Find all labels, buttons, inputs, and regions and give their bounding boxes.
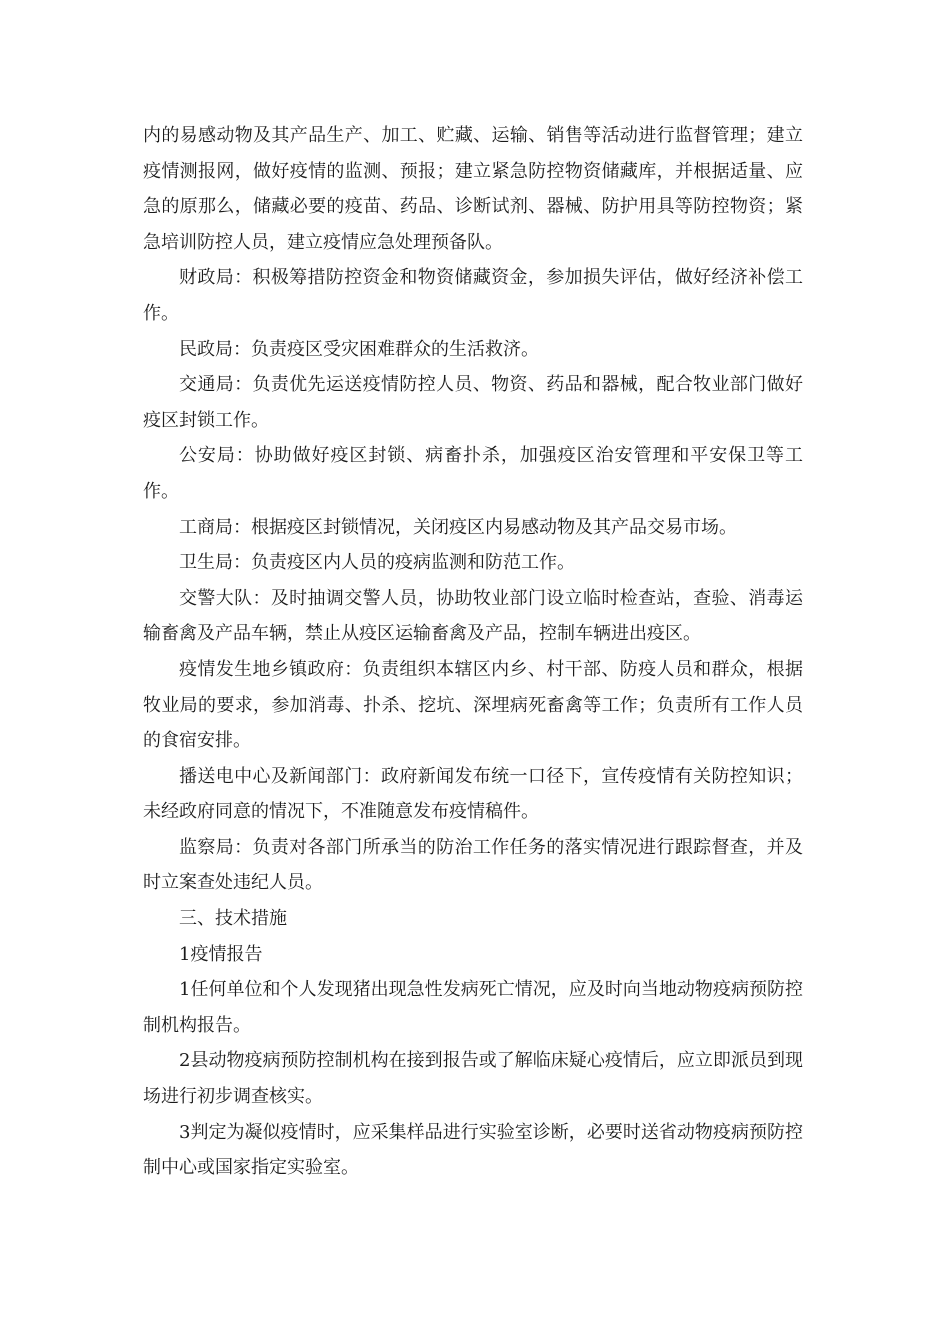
subsection-heading-epidemic-report: 1疫情报告 [179, 943, 263, 965]
paragraph-broadcast-news: 播送电中心及新闻部门：政府新闻发布统一口径下，宣传疫情有关防控知识；未经政府同意的情况下，不准随意发布疫情稿件。 [143, 765, 803, 823]
list-item-2: 2县动物疫病预防控制机构在接到报告或了解临床疑心疫情后，应立即派员到现场进行初步调查核实。 [143, 1050, 803, 1108]
paragraph-public-security: 公安局：协助做好疫区封锁、病畜扑杀，加强疫区治安管理和平安保卫等工作。 [143, 445, 803, 502]
list-item-1: 1任何单位和个人发现猪出现急性发病死亡情况，应及时向当地动物疫病预防控制机构报告。 [143, 979, 803, 1036]
paragraph-supervision-bureau: 监察局：负责对各部门所承当的防治工作任务的落实情况进行跟踪督查，并及时立案查处违纪人员。 [143, 836, 803, 894]
paragraph-continued: 内的易感动物及其产品生产、加工、贮藏、运输、销售等活动进行监督管理；建立疫情测报网，做好疫情的监测、预报；建立紧急防控物资储藏库，并根据适量、应急的原那么，储藏必要的疫苗、药品、诊断试剂、器械、防护用具等防控物资；紧急培训防控人员，建立疫情应急处理预备队。 [143, 125, 803, 253]
document-body [143, 118, 803, 1186]
paragraph-finance-bureau: 财政局：积极筹措防控资金和物资储藏资金，参加损失评估，做好经济补偿工作。 [143, 267, 803, 324]
paragraph-industry-commerce: 工商局：根据疫区封锁情况，关闭疫区内易感动物及其产品交易市场。 [179, 516, 737, 538]
paragraph-health-bureau: 卫生局：负责疫区内人员的疫病监测和防范工作。 [179, 552, 575, 574]
paragraph-transport-bureau: 交通局：负责优先运送疫情防控人员、物资、药品和器械，配合牧业部门做好疫区封锁工作。 [143, 374, 803, 431]
paragraph-traffic-police: 交警大队：及时抽调交警人员，协助牧业部门设立临时检查站，查验、消毒运输畜禽及产品车辆，禁止从疫区运输畜禽及产品，控制车辆进出疫区。 [143, 587, 803, 645]
paragraph-civil-affairs: 民政局：负责疫区受灾困难群众的生活救济。 [179, 338, 539, 360]
list-item-3: 3判定为凝似疫情时，应采集样品进行实验室诊断，必要时送省动物疫病预防控制中心或国家指定实验室。 [143, 1121, 803, 1179]
section-heading-technical-measures: 三、技术措施 [179, 908, 287, 930]
paragraph-township-government: 疫情发生地乡镇政府：负责组织本辖区内乡、村干部、防疫人员和群众，根据牧业局的要求，参加消毒、扑杀、挖坑、深埋病死畜禽等工作；负责所有工作人员的食宿安排。 [143, 658, 803, 752]
